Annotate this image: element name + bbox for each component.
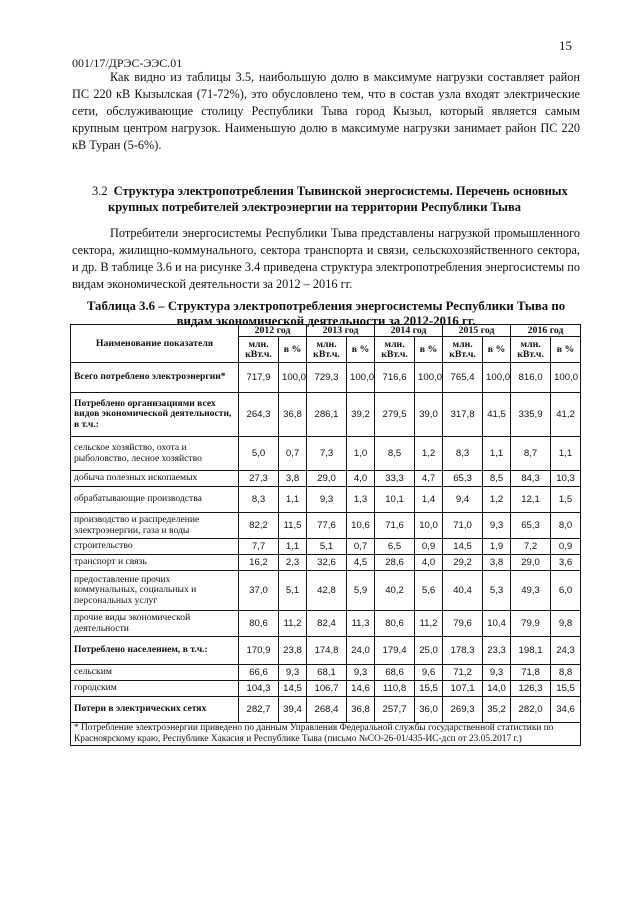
cell-value: 8,7 bbox=[511, 437, 551, 471]
cell-value: 179,4 bbox=[375, 637, 415, 665]
cell-value: 268,4 bbox=[307, 697, 347, 723]
section-title-line1: Структура электропотребления Тывинской энергосистемы. Перечень основных bbox=[113, 184, 568, 198]
cell-percent: 1,1 bbox=[551, 437, 581, 471]
row-name: Потери в электрических сетях bbox=[71, 697, 239, 723]
cell-value: 12,1 bbox=[511, 487, 551, 513]
cell-percent: 36,8 bbox=[347, 697, 375, 723]
cell-percent: 34,6 bbox=[551, 697, 581, 723]
cell-percent: 9,3 bbox=[483, 513, 511, 539]
cell-value: 28,6 bbox=[375, 555, 415, 571]
cell-percent: 9,8 bbox=[551, 611, 581, 637]
cell-value: 106,7 bbox=[307, 681, 347, 697]
cell-value: 269,3 bbox=[443, 697, 483, 723]
cell-value: 6,5 bbox=[375, 539, 415, 555]
cell-percent: 1,1 bbox=[279, 487, 307, 513]
table-row bbox=[71, 555, 581, 571]
intro-paragraph bbox=[72, 69, 580, 154]
row-name: предоставление прочих коммунальных, социальных и персональных услуг bbox=[71, 571, 239, 611]
cell-value: 68,6 bbox=[375, 665, 415, 681]
cell-percent: 10,4 bbox=[483, 611, 511, 637]
cell-value: 10,1 bbox=[375, 487, 415, 513]
row-name: производство и распределение электроэнергии, газа и воды bbox=[71, 513, 239, 539]
table-row bbox=[71, 681, 581, 697]
row-name: сельское хозяйство, охота и рыболовство, лесное хозяйство bbox=[71, 437, 239, 471]
cell-percent: 24,0 bbox=[347, 637, 375, 665]
cell-percent: 4,0 bbox=[347, 471, 375, 487]
cell-value: 29,0 bbox=[307, 471, 347, 487]
cell-percent: 3,8 bbox=[483, 555, 511, 571]
cell-percent: 1,0 bbox=[347, 437, 375, 471]
cell-percent: 11,5 bbox=[279, 513, 307, 539]
cell-value: 16,2 bbox=[239, 555, 279, 571]
cell-percent: 15,5 bbox=[415, 681, 443, 697]
cell-value: 107,1 bbox=[443, 681, 483, 697]
cell-value: 335,9 bbox=[511, 393, 551, 437]
cell-value: 286,1 bbox=[307, 393, 347, 437]
section-paragraph bbox=[72, 225, 580, 293]
cell-percent: 36,0 bbox=[415, 697, 443, 723]
cell-value: 5,1 bbox=[307, 539, 347, 555]
cell-value: 198,1 bbox=[511, 637, 551, 665]
consumption-structure-table bbox=[70, 324, 581, 746]
cell-value: 174,8 bbox=[307, 637, 347, 665]
cell-value: 65,3 bbox=[443, 471, 483, 487]
header-indicator-name: Наименование показателя bbox=[71, 325, 239, 363]
cell-value: 7,2 bbox=[511, 539, 551, 555]
cell-value: 110,8 bbox=[375, 681, 415, 697]
cell-percent: 14,5 bbox=[279, 681, 307, 697]
document-code: 001/17/ДРЭС-ЭЭС.01 bbox=[72, 56, 183, 70]
table-row bbox=[71, 437, 581, 471]
cell-percent: 1,1 bbox=[483, 437, 511, 471]
header-unit-value: млн. кВт.ч. bbox=[443, 337, 483, 363]
cell-value: 765,4 bbox=[443, 363, 483, 393]
header-year-2012: 2012 год bbox=[239, 325, 307, 337]
header-unit-value: млн. кВт.ч. bbox=[307, 337, 347, 363]
cell-value: 71,8 bbox=[511, 665, 551, 681]
table-row bbox=[71, 665, 581, 681]
table-row bbox=[71, 611, 581, 637]
cell-value: 9,3 bbox=[307, 487, 347, 513]
cell-value: 71,2 bbox=[443, 665, 483, 681]
header-unit-value: млн. кВт.ч. bbox=[375, 337, 415, 363]
cell-value: 7,7 bbox=[239, 539, 279, 555]
cell-percent: 1,4 bbox=[415, 487, 443, 513]
cell-percent: 100,0 bbox=[279, 363, 307, 393]
cell-value: 65,3 bbox=[511, 513, 551, 539]
cell-percent: 23,3 bbox=[483, 637, 511, 665]
header-unit-percent: в % bbox=[415, 337, 443, 363]
row-name: транспорт и связь bbox=[71, 555, 239, 571]
cell-percent: 14,6 bbox=[347, 681, 375, 697]
table-caption-line1: Таблица 3.6 – Структура электропотребления энергосистемы Республики Тыва по bbox=[86, 299, 566, 313]
cell-percent: 5,6 bbox=[415, 571, 443, 611]
cell-value: 170,9 bbox=[239, 637, 279, 665]
cell-value: 729,3 bbox=[307, 363, 347, 393]
cell-value: 77,6 bbox=[307, 513, 347, 539]
table-caption-line2: видам экономической деятельности за 2012-2016 гг. bbox=[176, 314, 476, 328]
cell-percent: 5,3 bbox=[483, 571, 511, 611]
cell-percent: 100,0 bbox=[415, 363, 443, 393]
cell-value: 27,3 bbox=[239, 471, 279, 487]
cell-percent: 39,0 bbox=[415, 393, 443, 437]
cell-percent: 9,3 bbox=[279, 665, 307, 681]
cell-percent: 5,1 bbox=[279, 571, 307, 611]
cell-value: 264,3 bbox=[239, 393, 279, 437]
cell-value: 80,6 bbox=[375, 611, 415, 637]
cell-value: 5,0 bbox=[239, 437, 279, 471]
cell-value: 282,7 bbox=[239, 697, 279, 723]
cell-percent: 100,0 bbox=[347, 363, 375, 393]
cell-value: 79,9 bbox=[511, 611, 551, 637]
table-row bbox=[71, 471, 581, 487]
table-footnote: * Потребление электроэнергии приведено по данным Управления Федеральной службы государственной статистики по Красноярскому краю, Республике Хакасия и Республике Тыва (письмо №СО-26-01/435-ИС-дсп от 23.05.2017 г.) bbox=[71, 723, 581, 746]
cell-percent: 0,7 bbox=[279, 437, 307, 471]
cell-percent: 10,6 bbox=[347, 513, 375, 539]
table-row bbox=[71, 487, 581, 513]
cell-percent: 100,0 bbox=[551, 363, 581, 393]
header-unit-percent: в % bbox=[483, 337, 511, 363]
cell-percent: 11,2 bbox=[415, 611, 443, 637]
cell-value: 279,5 bbox=[375, 393, 415, 437]
header-unit-value: млн. кВт.ч. bbox=[511, 337, 551, 363]
cell-percent: 1,5 bbox=[551, 487, 581, 513]
cell-percent: 15,5 bbox=[551, 681, 581, 697]
cell-percent: 14,0 bbox=[483, 681, 511, 697]
cell-percent: 4,0 bbox=[415, 555, 443, 571]
header-unit-value: млн. кВт.ч. bbox=[239, 337, 279, 363]
header-unit-percent: в % bbox=[279, 337, 307, 363]
row-name: прочие виды экономической деятельности bbox=[71, 611, 239, 637]
row-name: строительство bbox=[71, 539, 239, 555]
cell-percent: 36,8 bbox=[279, 393, 307, 437]
row-name: добыча полезных ископаемых bbox=[71, 471, 239, 487]
cell-value: 29,0 bbox=[511, 555, 551, 571]
cell-value: 49,3 bbox=[511, 571, 551, 611]
cell-percent: 11,2 bbox=[279, 611, 307, 637]
cell-percent: 0,9 bbox=[551, 539, 581, 555]
table-row bbox=[71, 697, 581, 723]
cell-percent: 1,2 bbox=[483, 487, 511, 513]
cell-value: 816,0 bbox=[511, 363, 551, 393]
cell-value: 178,3 bbox=[443, 637, 483, 665]
cell-percent: 8,8 bbox=[551, 665, 581, 681]
cell-percent: 39,2 bbox=[347, 393, 375, 437]
page-number: 15 bbox=[559, 38, 572, 53]
cell-percent: 9,3 bbox=[347, 665, 375, 681]
header-year-2016: 2016 год bbox=[511, 325, 581, 337]
cell-value: 42,8 bbox=[307, 571, 347, 611]
cell-value: 82,2 bbox=[239, 513, 279, 539]
cell-percent: 9,6 bbox=[415, 665, 443, 681]
cell-percent: 4,5 bbox=[347, 555, 375, 571]
cell-value: 40,2 bbox=[375, 571, 415, 611]
cell-percent: 39,4 bbox=[279, 697, 307, 723]
cell-value: 84,3 bbox=[511, 471, 551, 487]
cell-percent: 35,2 bbox=[483, 697, 511, 723]
cell-value: 9,4 bbox=[443, 487, 483, 513]
cell-value: 82,4 bbox=[307, 611, 347, 637]
cell-value: 257,7 bbox=[375, 697, 415, 723]
cell-percent: 23,8 bbox=[279, 637, 307, 665]
cell-percent: 6,0 bbox=[551, 571, 581, 611]
header-unit-percent: в % bbox=[551, 337, 581, 363]
cell-percent: 5,9 bbox=[347, 571, 375, 611]
cell-percent: 9,3 bbox=[483, 665, 511, 681]
cell-percent: 10,0 bbox=[415, 513, 443, 539]
row-name: Всего потреблено электроэнергии* bbox=[71, 363, 239, 393]
header-year-2013: 2013 год bbox=[307, 325, 375, 337]
table-row bbox=[71, 363, 581, 393]
section-paragraph-text: Потребители энергосистемы Республики Тыва представлены нагрузкой промышленного сектора, жилищно-коммунального, сектора транспорта и связи, сельскохозяйственного сектора, и др. В таблице 3.6 и на рисунке 3.4 приведена структура электропотребления энергосистемы по видам экономической деятельности за 2012 – 2016 гг. bbox=[72, 226, 580, 291]
row-name: обрабатывающие производства bbox=[71, 487, 239, 513]
cell-percent: 24,3 bbox=[551, 637, 581, 665]
header-unit-percent: в % bbox=[347, 337, 375, 363]
cell-percent: 3,8 bbox=[279, 471, 307, 487]
header-year-2015: 2015 год bbox=[443, 325, 511, 337]
row-name: Потреблено организациями всех видов экономической деятельности, в т.ч.: bbox=[71, 393, 239, 437]
cell-percent: 1,1 bbox=[279, 539, 307, 555]
cell-percent: 25,0 bbox=[415, 637, 443, 665]
cell-percent: 8,0 bbox=[551, 513, 581, 539]
cell-value: 126,3 bbox=[511, 681, 551, 697]
cell-value: 71,0 bbox=[443, 513, 483, 539]
cell-percent: 1,2 bbox=[415, 437, 443, 471]
cell-percent: 100,0 bbox=[483, 363, 511, 393]
cell-percent: 41,5 bbox=[483, 393, 511, 437]
cell-value: 104,3 bbox=[239, 681, 279, 697]
cell-percent: 1,3 bbox=[347, 487, 375, 513]
cell-value: 33,3 bbox=[375, 471, 415, 487]
table-row bbox=[71, 393, 581, 437]
cell-value: 282,0 bbox=[511, 697, 551, 723]
row-name: сельским bbox=[71, 665, 239, 681]
cell-value: 7,3 bbox=[307, 437, 347, 471]
header-year-2014: 2014 год bbox=[375, 325, 443, 337]
cell-value: 32,6 bbox=[307, 555, 347, 571]
cell-percent: 11,3 bbox=[347, 611, 375, 637]
cell-value: 66,6 bbox=[239, 665, 279, 681]
cell-value: 79,6 bbox=[443, 611, 483, 637]
section-number: 3.2 bbox=[92, 184, 108, 198]
cell-percent: 0,9 bbox=[415, 539, 443, 555]
table-row bbox=[71, 513, 581, 539]
cell-value: 8,3 bbox=[443, 437, 483, 471]
section-heading bbox=[92, 183, 572, 215]
cell-percent: 41,2 bbox=[551, 393, 581, 437]
intro-paragraph-text: Как видно из таблицы 3.5, наибольшую долю в максимуме нагрузки составляет район ПС 220 кВ Кызылская (71-72%), это обусловлено тем, что в состав узла входят электрические сети, обслуживающие столицу Республики Тыва город Кызыл, который является самым крупным центром нагрузок. Наименьшую долю в максимуме нагрузки занимает район ПС 220 кВ Туран (5-6%). bbox=[72, 70, 580, 152]
cell-value: 37,0 bbox=[239, 571, 279, 611]
table-row bbox=[71, 539, 581, 555]
cell-value: 716,6 bbox=[375, 363, 415, 393]
section-title-line2: крупных потребителей электроэнергии на территории Республики Тыва bbox=[108, 200, 522, 214]
table-row bbox=[71, 637, 581, 665]
cell-value: 317,8 bbox=[443, 393, 483, 437]
cell-value: 29,2 bbox=[443, 555, 483, 571]
cell-value: 14,5 bbox=[443, 539, 483, 555]
cell-value: 68,1 bbox=[307, 665, 347, 681]
cell-value: 8,3 bbox=[239, 487, 279, 513]
cell-value: 8,5 bbox=[375, 437, 415, 471]
row-name: городским bbox=[71, 681, 239, 697]
cell-value: 71,6 bbox=[375, 513, 415, 539]
cell-percent: 8,5 bbox=[483, 471, 511, 487]
table-row bbox=[71, 571, 581, 611]
cell-percent: 2,3 bbox=[279, 555, 307, 571]
cell-value: 717,9 bbox=[239, 363, 279, 393]
cell-percent: 0,7 bbox=[347, 539, 375, 555]
cell-percent: 3,6 bbox=[551, 555, 581, 571]
cell-percent: 10,3 bbox=[551, 471, 581, 487]
cell-percent: 1,9 bbox=[483, 539, 511, 555]
cell-percent: 4,7 bbox=[415, 471, 443, 487]
cell-value: 40,4 bbox=[443, 571, 483, 611]
row-name: Потреблено населением, в т.ч.: bbox=[71, 637, 239, 665]
cell-value: 80,6 bbox=[239, 611, 279, 637]
